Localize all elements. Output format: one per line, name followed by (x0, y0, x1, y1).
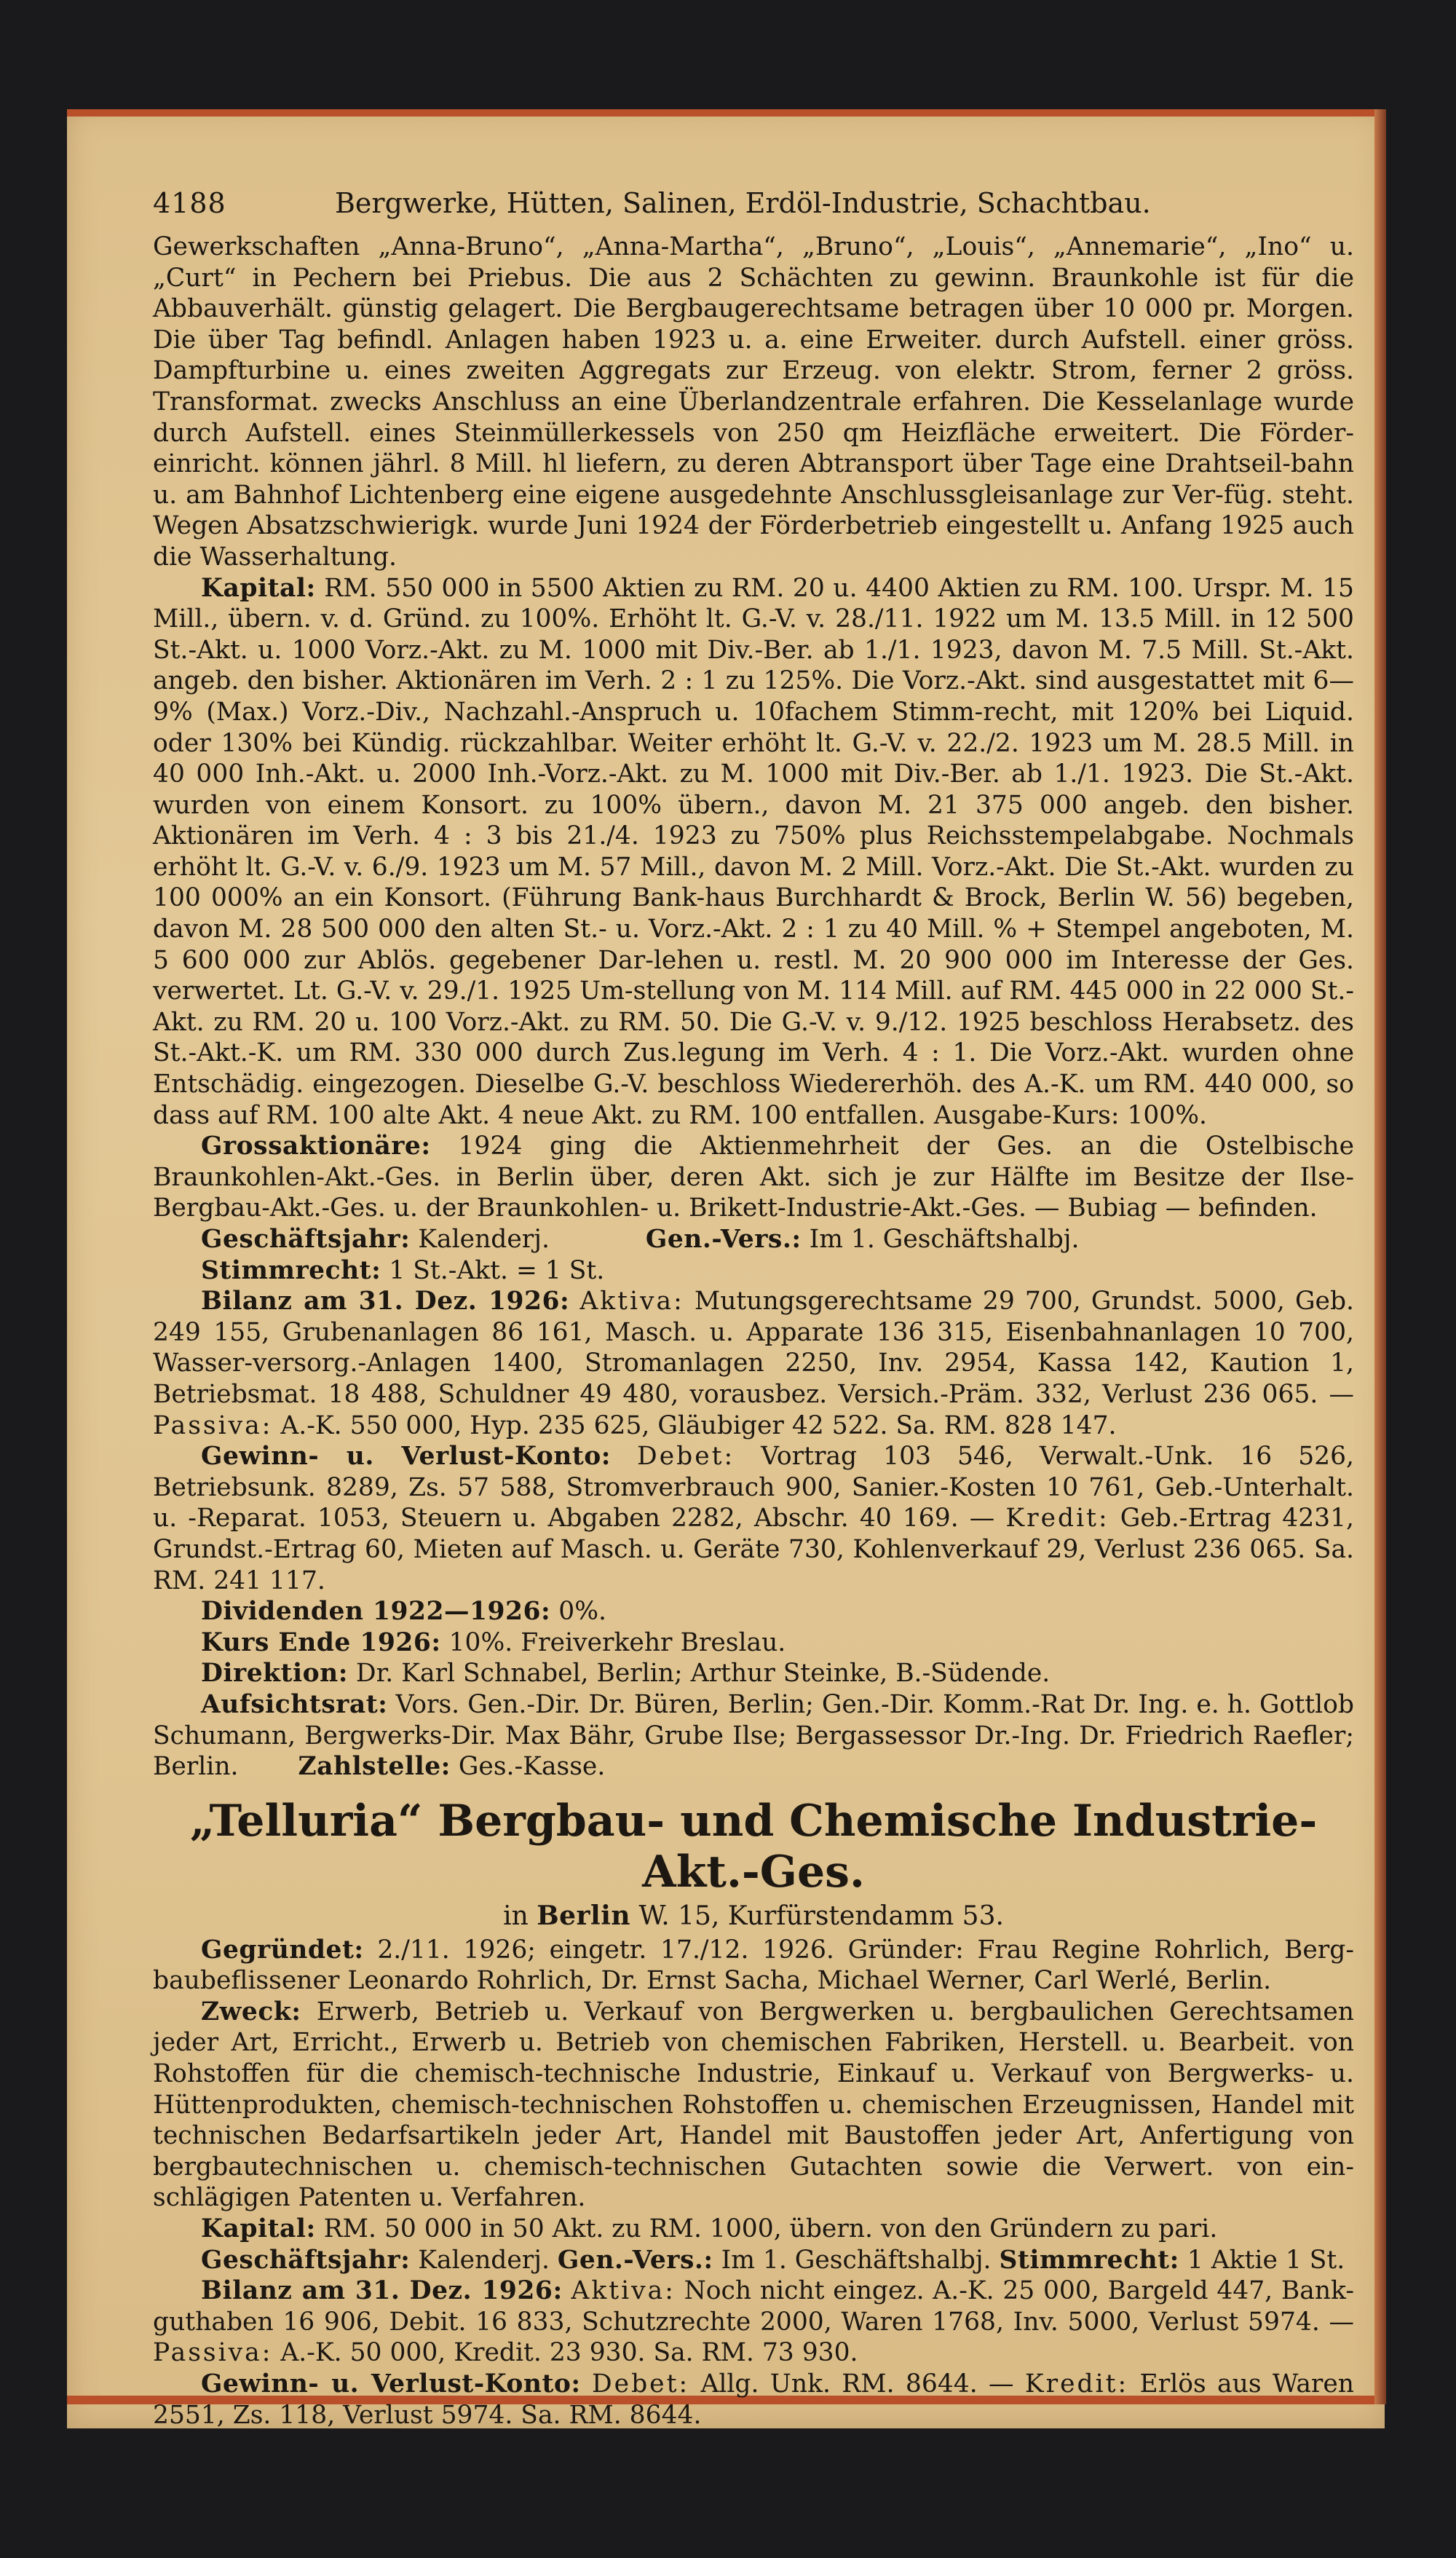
page-text (153, 188, 1354, 2428)
text-kapital: RM. 550 000 in 5500 Aktien zu RM. 20 u. 4400 Aktien zu RM. 100. Urspr. M. 15 Mill., übern. v. d. Gründ. zu 100%. Erhöht lt. G.-V. v. 28./11. 1922 um M. 13.5 Mill. in 12 500 St.-Akt. u. 1000 Vorz.-Akt. zu M. 1000 mit Div.-Ber. ab 1./1. 1923, davon M. 7.5 Mill. St.-Akt. angeb. den bisher. Aktionären im Verh. 2 : 1 zu 125%. Die Vorz.-Akt. sind ausgestattet mit 6—9% (Max.) Vorz.-Div., Nachzahl.-Anspruch u. 10fachem Stimm-recht, mit 120% bei Liquid. oder 130% bei Kündig. rückzahlbar. Weiter erhöht lt. G.-V. v. 22./2. 1923 um M. 28.5 Mill. in 40 000 Inh.-Akt. u. 2000 Inh.-Vorz.-Akt. zu M. 1000 mit Div.-Ber. ab 1./1. 1923. Die St.-Akt. wurden von einem Konsort. zu 100% übern., davon M. 21 375 000 angeb. den bisher. Aktionären im Verh. 4 : 3 bis 21./4. 1923 zu 750% plus Reichsstempelabgabe. Nochmals erhöht lt. G.-V. v. 6./9. 1923 um M. 57 Mill., davon M. 2 Mill. Vorz.-Akt. Die St.-Akt. wurden zu 100 000% an ein Konsort. (Führung Bank-haus Burchhardt & Brock, Berlin W. 56) begeben, davon M. 28 500 000 den alten St.- u. Vorz.-Akt. 2 : 1 zu 40 Mill. % + Stempel angeboten, M. 5 600 000 zur Ablös. gegebener Dar-lehen u. restl. M. 20 900 000 im Interesse der Ges. verwertet. Lt. G.-V. v. 29./1. 1925 Um-stellung von M. 114 Mill. auf RM. 445 000 in 22 000 St.-Akt. zu RM. 20 u. 100 Vorz.-Akt. zu RM. 50. Die G.-V. v. 9./12. 1925 beschloss Herabsetz. des St.-Akt.-K. um RM. 330 000 durch Zus.legung im Verh. 4 : 1. Die Vorz.-Akt. wurden ohne Entschädig. eingezogen. Dieselbe G.-V. beschloss Wiedererhöh. des A.-K. um RM. 440 000, so dass auf RM. 100 alte Akt. 4 neue Akt. zu RM. 100 entfallen. Ausgabe-Kurs: 100%. (153, 573, 1354, 1130)
text-zahlstelle: Ges.-Kasse. (458, 1752, 606, 1782)
text-geschaeftsjahr: Kalenderj. (418, 1225, 550, 1254)
label-passiva: Passiva: (153, 1410, 273, 1440)
label-aktiva: Aktiva: (579, 1287, 684, 1316)
entry1-dividenden (153, 1596, 1354, 1627)
label-geschaeftsjahr-2: Geschäftsjahr: (201, 2245, 411, 2275)
label-grossaktionaere: Grossaktionäre: (201, 1132, 431, 1161)
entry1-grossaktionaere (153, 1131, 1354, 1224)
label-gewinn-verlust: Gewinn- u. Verlust-Konto: (201, 1442, 612, 1472)
label-kapital: Kapital: (201, 573, 316, 603)
label-zweck: Zweck: (201, 1997, 301, 2026)
text-kredit-2: Erlös aus Waren 2551, Zs. 118, Verlust 5974. Sa. RM. 8644. (153, 2369, 1355, 2428)
label-kurs: Kurs Ende 1926: (201, 1627, 441, 1657)
label-kredit-2: Kredit: (1024, 2369, 1129, 2399)
entry1-kapital (153, 573, 1354, 1132)
text-debet-2: Allg. Unk. RM. 8644. — (700, 2369, 1014, 2399)
text-bilanz-aktiva: Mutungsgerechtsame 29 700, Grundst. 5000, Geb. 249 155, Grubenanlagen 86 161, Masch. u. Apparate 136 315, Eisenbahnanlagen 10 700, Wasser-versorg.-Anlagen 1400, Stromanlagen 2250, Inv. 2954, Kassa 142, Kaution 1, Betriebsmat. 18 488, Schuldner 49 480, vorausbez. Versich.-Präm. 332, Verlust 236 065. — (153, 1287, 1355, 1409)
entry1-intro: Gewerkschaften „Anna-Bruno“, „Anna-Martha“, „Bruno“, „Louis“, „Annemarie“, „Ino“ u. „Curt“ in Pechern bei Priebus. Die aus 2 Schächten zu gewinn. Braunkohle ist für die Abbauverhält. günstig gelagert. Die Bergbaugerechtsame betragen über 10 000 pr. Morgen. Die über Tag befindl. Anlagen haben 1923 u. a. eine Erweiter. durch Aufstell. einer gröss. Dampfturbine u. eines zweiten Aggregats zur Erzeug. von elektr. Strom, ferner 2 gröss. Transformat. zwecks Anschluss an eine Überlandzentrale erfahren. Die Kesselanlage wurde durch Aufstell. eines Steinmüllerkessels von 250 qm Heizfläche erweitert. Die Förder-einricht. können jährl. 8 Mill. hl liefern, zu deren Abtransport über Tage eine Drahtseil-bahn u. am Bahnhof Lichtenberg eine eigene ausgedehnte Anschlussgleisanlage zur Ver-füg. steht. Wegen Absatzschwierigk. wurde Juni 1924 der Förderbetrieb eingestellt u. Anfang 1925 auch die Wasserhaltung. (153, 232, 1354, 572)
text-zweck: Erwerb, Betrieb u. Verkauf von Bergwerken u. bergbaulichen Gerechtsamen jeder Art, Erricht., Erwerb u. Betrieb von chemischen Fabriken, Herstell. u. Bearbeit. von Rohstoffen für die chemisch-technische Industrie, Einkauf u. Verkauf von Bergwerks- u. Hüttenprodukten, chemisch-technischen Rohstoffen u. chemischen Erzeugnissen, Handel mit technischen Bedarfsartikeln jeder Art, Handel mit Baustoffen jeder Art, Anfertigung von bergbautechnischen u. chemisch-technischen Gutachten sowie die Verwert. von ein-schlägigen Patenten u. Verfahren. (153, 1997, 1355, 2213)
entry1-aufsichtsrat (153, 1689, 1354, 1783)
text-bilanz-passiva-2: A.-K. 50 000, Kredit. 23 930. Sa. RM. 73 930. (280, 2338, 858, 2368)
label-direktion: Direktion: (201, 1659, 348, 1689)
label-zahlstelle: Zahlstelle: (298, 1752, 451, 1782)
text-kurs: 10%. Freiverkehr Breslau. (448, 1627, 786, 1657)
text-gen-vers: Im 1. Geschäftshalbj. (809, 1225, 1080, 1254)
entry2-bilanz (153, 2275, 1354, 2369)
text-kapital-2: RM. 50 000 in 50 Akt. zu RM. 1000, übern. von den Gründern zu pari. (323, 2214, 1218, 2244)
company-location (153, 1898, 1354, 1935)
entry1-direktion (153, 1658, 1354, 1689)
label-stimmrecht: Stimmrecht: (201, 1255, 381, 1285)
entry2-zweck (153, 1997, 1354, 2214)
text-gen-vers-2: Im 1. Geschäftshalbj. (721, 2245, 992, 2275)
page-content-wrapper (67, 109, 1385, 2428)
running-header (153, 188, 1354, 232)
text-grossaktionaere: 1924 ging die Aktienmehrheit der Ges. an die Ostelbische Braunkohlen-Akt.-Ges. in Berlin über, deren Akt. sich je zur Hälfte im Besitze der Ilse-Bergbau-Akt.-Ges. u. der Braunkohlen- u. Brikett-Industrie-Akt.-Ges. — Bubiag — befinden. (153, 1132, 1354, 1223)
label-passiva-2: Passiva: (153, 2338, 273, 2368)
text-debet: Vortrag 103 546, Verwalt.-Unk. 16 526, Betriebsunk. 8289, Zs. 57 588, Stromverbrauch 900, Sanier.-Kosten 10 761, Geb.-Unterhalt. u. -Reparat. 1053, Steuern u. Abgaben 2282, Abschr. 40 169. — (153, 1442, 1355, 1533)
label-gen-vers: Gen.-Vers.: (645, 1225, 802, 1254)
label-aktiva-2: Aktiva: (571, 2276, 676, 2306)
page-number: 4188 (153, 187, 226, 219)
label-dividenden: Dividenden 1922—1926: (201, 1597, 551, 1627)
label-geschaeftsjahr: Geschäftsjahr: (201, 1225, 411, 1254)
label-stimmrecht-2: Stimmrecht: (999, 2245, 1179, 2275)
entry1-kurs (153, 1627, 1354, 1659)
running-title: Bergwerke, Hütten, Salinen, Erdöl-Industrie, Schachtbau. (335, 187, 1151, 219)
label-debet: Debet: (637, 1442, 735, 1472)
location-in: in (503, 1900, 529, 1931)
company-title: „Telluria“ Bergbau- und Chemische Industrie-Akt.-Ges. (189, 1795, 1318, 1898)
label-bilanz: Bilanz am 31. Dez. 1926: (201, 1287, 570, 1316)
entry1-stimmrecht (153, 1255, 1354, 1287)
entry2-geschaeftsjahr (153, 2245, 1354, 2276)
entry1-geschaeftsjahr (153, 1224, 1354, 1255)
label-debet-2: Debet: (592, 2369, 690, 2399)
label-gegruendet: Gegründet: (201, 1935, 364, 1965)
entry2-kapital (153, 2214, 1354, 2245)
text-direktion: Dr. Karl Schnabel, Berlin; Arthur Steinke, B.-Südende. (355, 1659, 1051, 1689)
location-address: W. 15, Kurfürstendamm 53. (638, 1900, 1004, 1931)
entry2-gegruendet (153, 1935, 1354, 1997)
text-stimmrecht-2: 1 Aktie 1 St. (1187, 2245, 1345, 2275)
text-stimmrecht: 1 St.-Akt. = 1 St. (389, 1255, 605, 1285)
label-gewinn-verlust-2: Gewinn- u. Verlust-Konto: (201, 2369, 581, 2399)
text-bilanz-passiva: A.-K. 550 000, Hyp. 235 625, Gläubiger 42 522. Sa. RM. 828 147. (280, 1410, 1117, 1440)
entry1-gewinn-verlust (153, 1441, 1354, 1596)
text-gegruendet: 2./11. 1926; eingetr. 17./12. 1926. Gründer: Frau Regine Rohrlich, Berg-baubeflissener Leonardo Rohrlich, Dr. Ernst Sacha, Michael Werner, Carl Werlé, Berlin. (153, 1935, 1355, 1996)
label-bilanz-2: Bilanz am 31. Dez. 1926: (201, 2276, 563, 2306)
text-bilanz-aktiva-2: Noch nicht eingez. A.-K. 25 000, Bargeld 447, Bank-guthaben 16 906, Debit. 16 833, Schutzrechte 2000, Waren 1768, Inv. 5000, Verlust 5974. — (153, 2276, 1354, 2337)
text-geschaeftsjahr-2: Kalenderj. (418, 2245, 550, 2275)
text-kredit: Geb.-Ertrag 4231, Grundst.-Ertrag 60, Mieten auf Masch. u. Geräte 730, Kohlenverkauf 29, Verlust 236 065. Sa. RM. 241 117. (153, 1504, 1355, 1595)
label-kapital-2: Kapital: (201, 2214, 316, 2244)
label-aufsichtsrat: Aufsichtsrat: (201, 1689, 388, 1719)
entry1-bilanz (153, 1286, 1354, 1441)
text-aufsichtsrat: Vors. Gen.-Dir. Dr. Büren, Berlin; Gen.-Dir. Komm.-Rat Dr. Ing. e. h. Gottlob Schumann, Bergwerks-Dir. Max Bähr, Grube Ilse; Bergassessor Dr.-Ing. Dr. Friedrich Raefler; Berlin. (153, 1689, 1355, 1782)
label-gen-vers-2: Gen.-Vers.: (557, 2245, 713, 2275)
entry2-gewinn-verlust (153, 2369, 1354, 2428)
location-city: Berlin (537, 1900, 631, 1931)
label-kredit: Kredit: (1005, 1504, 1109, 1533)
text-dividenden: 0%. (558, 1597, 606, 1627)
